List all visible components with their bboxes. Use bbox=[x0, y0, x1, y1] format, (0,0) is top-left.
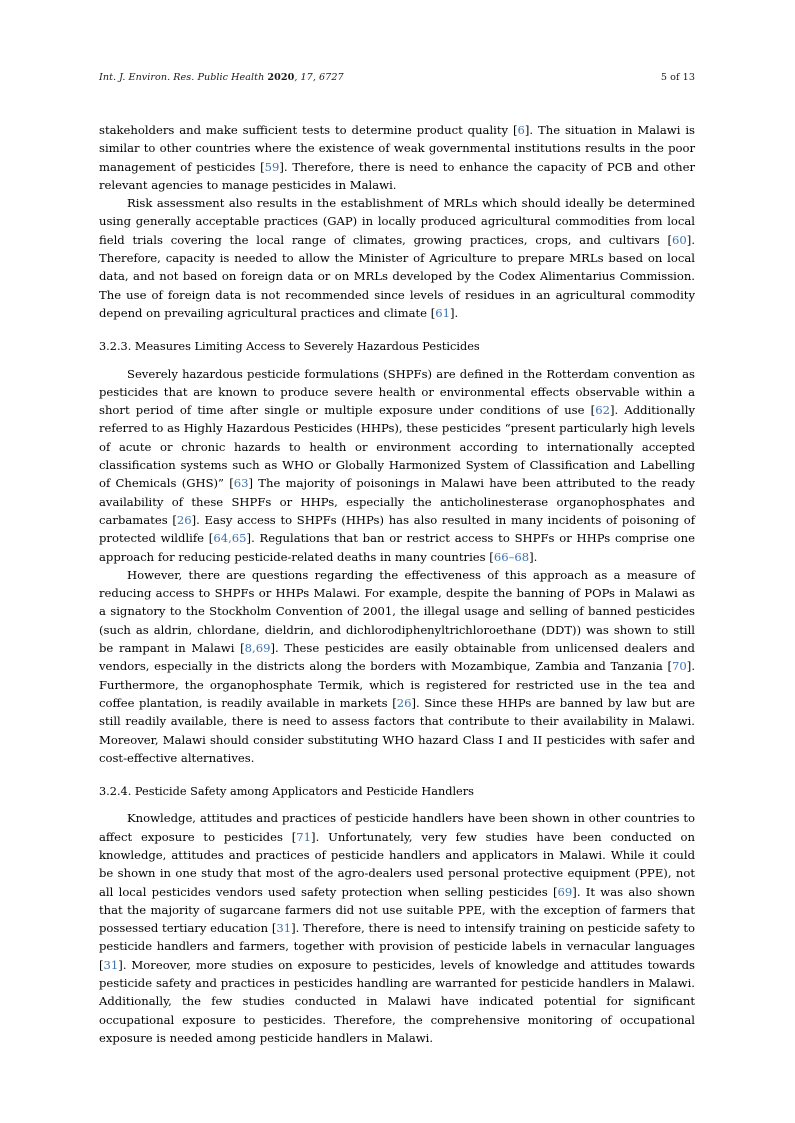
paragraph-4: However, there are questions regarding the effectiveness of this approach as a measure of reducing access to SHPFs or HHPs Malawi. For example, despite the banning of POPs in Malawi as a signatory to the Stockholm Convention of 2001, the illegal usage and selling of banned pesticides (such as aldrin, chlordane, dieldrin, and dichlorodiphenyltrichloroethane (DDT)) was shown to still be rampant in Malawi [8,69]. These pesticides are easily obtainable from unlicensed dealers and vendors, especially in the districts along the borders with Mozambique, Zambia and Tanzania [70]. Furthermore, the organophosphate Termik, which is registered for restricted use in the tea and coffee plantation, is readily available in markets [26]. Since these HHPs are banned by law but are still readily available, there is need to assess factors that contribute to their availability in Malawi. Moreover, Malawi should consider substituting WHO hazard Class I and II pesticides with safer and cost-effective alternatives. bbox=[99, 567, 696, 765]
citation-ref[interactable]: 63 bbox=[233, 476, 249, 491]
spacer bbox=[99, 801, 695, 809]
journal-volume-page: , 17, 6727 bbox=[294, 72, 344, 83]
journal-name: Int. J. Environ. Res. Public Health bbox=[99, 72, 268, 83]
paragraph-3: Severely hazardous pesticide formulations (SHPFs) are defined in the Rotterdam convention as pesticides that are known to produce severe health or environmental effects observable within a short period of time after single or multiple exposure under conditions of use [62]. Additionally referred to as Highly Hazardous Pesticides (HHPs), these pesticides “present particularly high levels of acute or chronic hazards to health or environment according to internationally accepted classification systems such as WHO or Globally Harmonized System of Classification and Labelling of Chemicals (GHS)” [63] The majority of poisonings in Malawi have been attributed to the ready availability of these SHPFs or HHPs, especially the anticholinesterase organophosphates and carbamates [26]. Easy access to SHPFs (HHPs) has also resulted in many incidents of poisoning of protected wildlife [64,65]. Regulations that ban or restrict access to SHPFs or HHPs comprise one approach for reducing pesticide-related deaths in many countries [66–68]. bbox=[99, 366, 695, 564]
paragraph-2: Risk assessment also results in the establishment of MRLs which should ideally be determined using generally acceptable practices (GAP) in locally produced agricultural commodities from local field trials covering the local range of climates, growing practices, crops, and cultivars [60]. Therefore, capacity is needed to allow the Minister of Agriculture to prepare MRLs based on local data, and not based on foreign data or on MRLs developed by the Codex Alimentarius Commission. The use of foreign data is not recommended since levels of residues in an agricultural commodity depend on prevailing agricultural practices and climate [61]. bbox=[99, 196, 695, 320]
citation-ref[interactable]: 64,65 bbox=[213, 531, 247, 546]
section-heading-3-2-3: 3.2.3. Measures Limiting Access to Severely Hazardous Pesticides bbox=[99, 340, 480, 354]
running-head bbox=[99, 72, 695, 83]
spacer bbox=[99, 767, 695, 783]
citation-ref[interactable]: 59 bbox=[264, 159, 280, 174]
page-number: 5 of 13 bbox=[660, 72, 695, 83]
citation-ref[interactable]: 62 bbox=[595, 403, 610, 418]
citation-ref[interactable]: 26 bbox=[396, 695, 412, 710]
citation-ref[interactable]: 8,69 bbox=[244, 641, 271, 656]
citation-ref[interactable]: 69 bbox=[557, 884, 573, 899]
citation-ref[interactable]: 61 bbox=[435, 305, 451, 320]
citation-ref[interactable]: 31 bbox=[103, 957, 119, 972]
spacer bbox=[99, 357, 695, 365]
page-content bbox=[99, 72, 695, 1047]
citation-ref[interactable]: 71 bbox=[296, 829, 312, 844]
paragraph-1: stakeholders and make sufficient tests to determine product quality [6]. The situation in Malawi is similar to other countries where the existence of weak governmental institutions results in the poor management of pesticides [59]. Therefore, there is need to enhance the capacity of PCB and other relevant agencies to manage pesticides in Malawi. bbox=[99, 123, 695, 192]
citation-ref[interactable]: 60 bbox=[672, 232, 687, 247]
citation-ref[interactable]: 6 bbox=[517, 123, 525, 137]
paragraph-5: Knowledge, attitudes and practices of pesticide handlers have been shown in other countries to affect exposure to pesticides [71]. Unfortunately, very few studies have been conducted on knowledge, attitudes and practices of pesticide handlers and applicators in Malawi. While it could be shown in one study that most of the agro-dealers used personal protective equipment (PPE), not all local pesticides vendors used safety protection when selling pesticides [69]. It was also shown that the majority of sugarcane farmers did not use suitable PPE, with the exception of farmers that possessed tertiary education [31]. Therefore, there is need to intensify training on pesticide safety to pesticide handlers and farmers, together with provision of pesticide labels in vernacular languages [31]. Moreover, more studies on exposure to pesticides, levels of knowledge and attitudes towards pesticide safety and practices in pesticides handling are warranted for pesticide handlers in Malawi. Additionally, the few studies conducted in Malawi have indicated potential for significant occupational exposure to pesticides. Therefore, the comprehensive monitoring of occupational exposure is needed among pesticide handlers in Malawi. bbox=[99, 811, 695, 1045]
section-heading-3-2-4: 3.2.4. Pesticide Safety among Applicators and Pesticide Handlers bbox=[99, 785, 474, 799]
citation-ref[interactable]: 26 bbox=[176, 512, 192, 527]
citation-ref[interactable]: 66–68 bbox=[493, 549, 530, 564]
journal-citation-line bbox=[99, 72, 344, 83]
citation-ref[interactable]: 70 bbox=[672, 659, 687, 674]
journal-year: 2020 bbox=[267, 72, 295, 83]
citation-ref[interactable]: 31 bbox=[276, 921, 292, 936]
spacer bbox=[99, 322, 695, 338]
